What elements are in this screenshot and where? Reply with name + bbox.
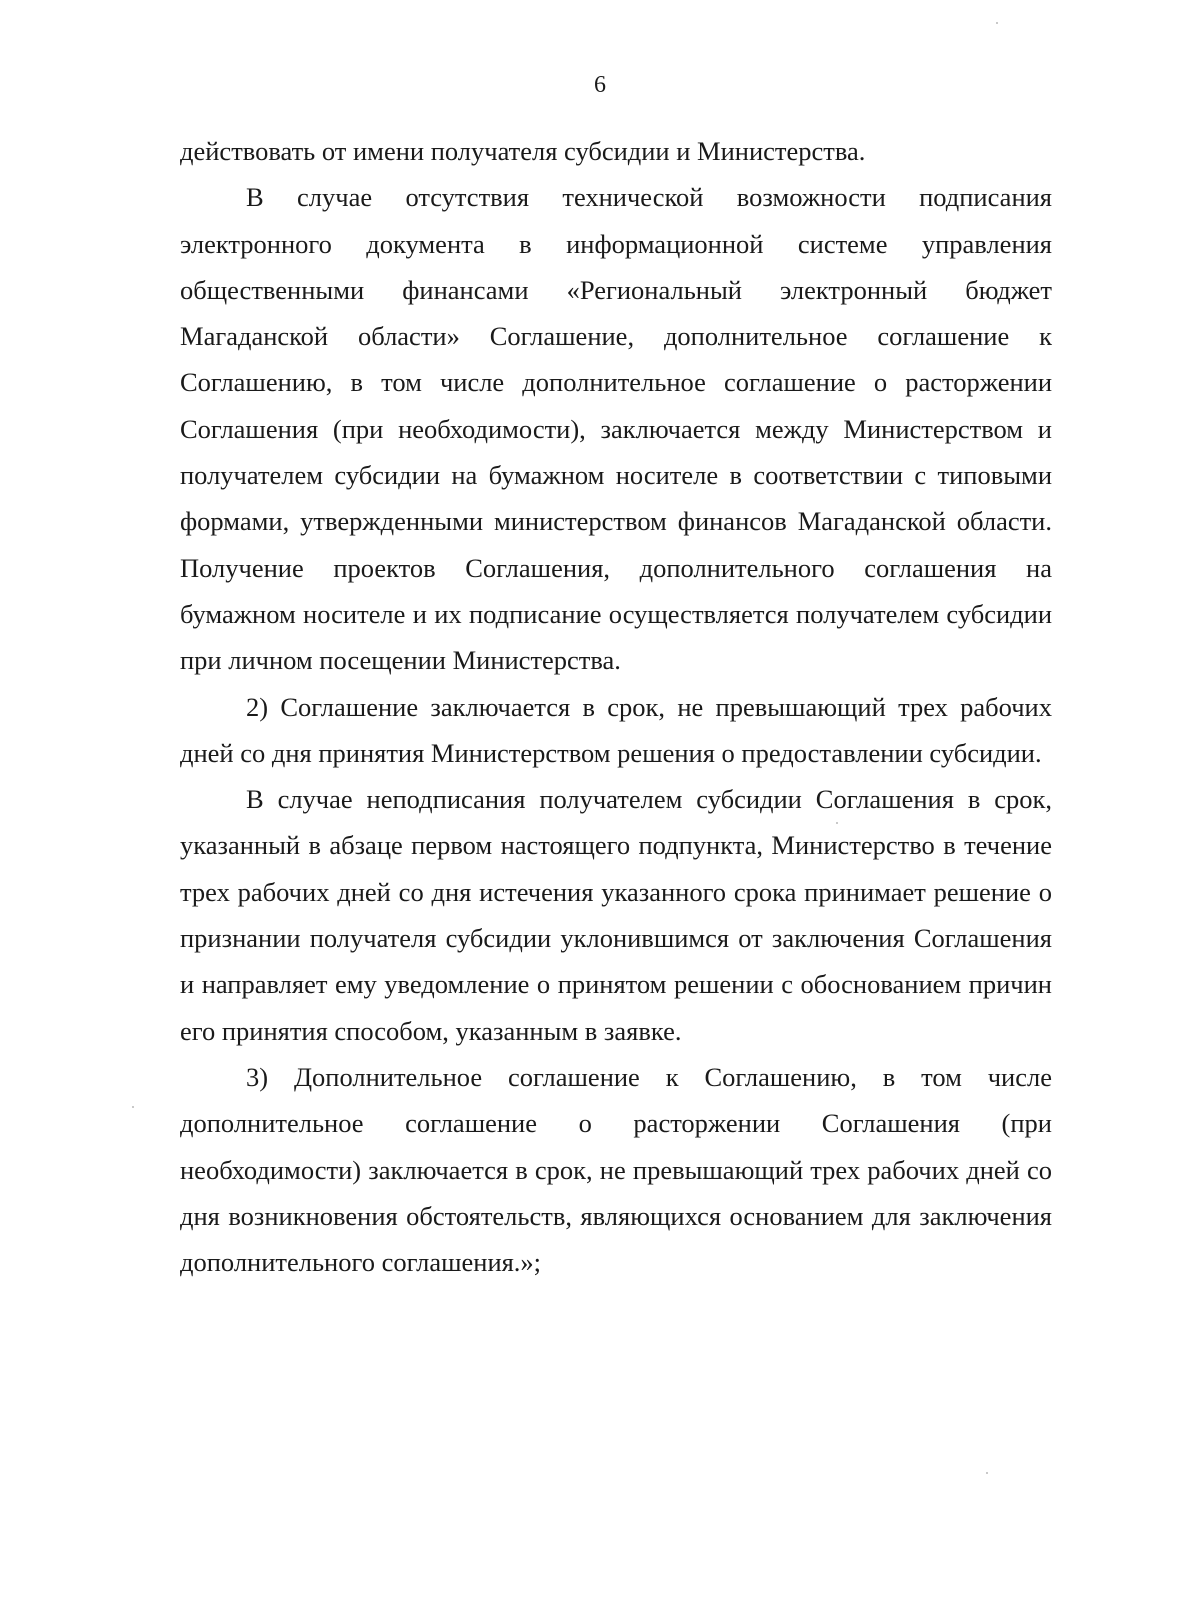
paragraph-item-3: 3) Дополнительное соглашение к Соглашению, в том числе дополнительное соглашение о расторжении Соглашения (при необходимости) заключается в срок, не превышающий трех рабочих дней со дня возникновения обстоятельств, являющихся основанием для заключения дополнительного соглашения.»; (180, 1061, 1052, 1278)
page-number: 6 (594, 72, 606, 98)
scan-speck (986, 1472, 988, 1474)
document-body (180, 128, 1052, 1285)
scan-speck (132, 1106, 134, 1108)
scan-speck (996, 22, 998, 24)
paragraph-non-signing: В случае неподписания получателем субсидии Соглашения в срок, указанный в абзаце первом настоящего подпункта, Министерство в течение трех рабочих дней со дня истечения указанного срока принимает решение о признании получателя субсидии уклонившимся от заключения Соглашения и направляет ему уведомление о принятом решении с обоснованием причин его принятия способом, указанным в заявке. (180, 784, 1052, 1046)
paragraph-continuation: действовать от имени получателя субсидии и Министерства. (180, 136, 866, 166)
scan-speck (836, 822, 838, 824)
paragraph-no-technical-possibility: В случае отсутствия технической возможности подписания электронного документа в информационной системе управления общественными финансами «Региональный электронный бюджет Магаданской области» Соглашение, дополнительное соглашение к Соглашению, в том числе дополнительное соглашение о расторжении Соглашения (при необходимости), заключается между Министерством и получателем субсидии на бумажном носителе в соответствии с типовыми формами, утвержденными министерством финансов Магаданской области. Получение проектов Соглашения, дополнительного соглашения на бумажном носителе и их подписание осуществляется получателем субсидии при личном посещении Министерства. (180, 182, 1052, 676)
paragraph-item-2: 2) Соглашение заключается в срок, не превышающий трех рабочих дней со дня принятия Министерством решения о предоставлении субсидии. (180, 691, 1052, 768)
